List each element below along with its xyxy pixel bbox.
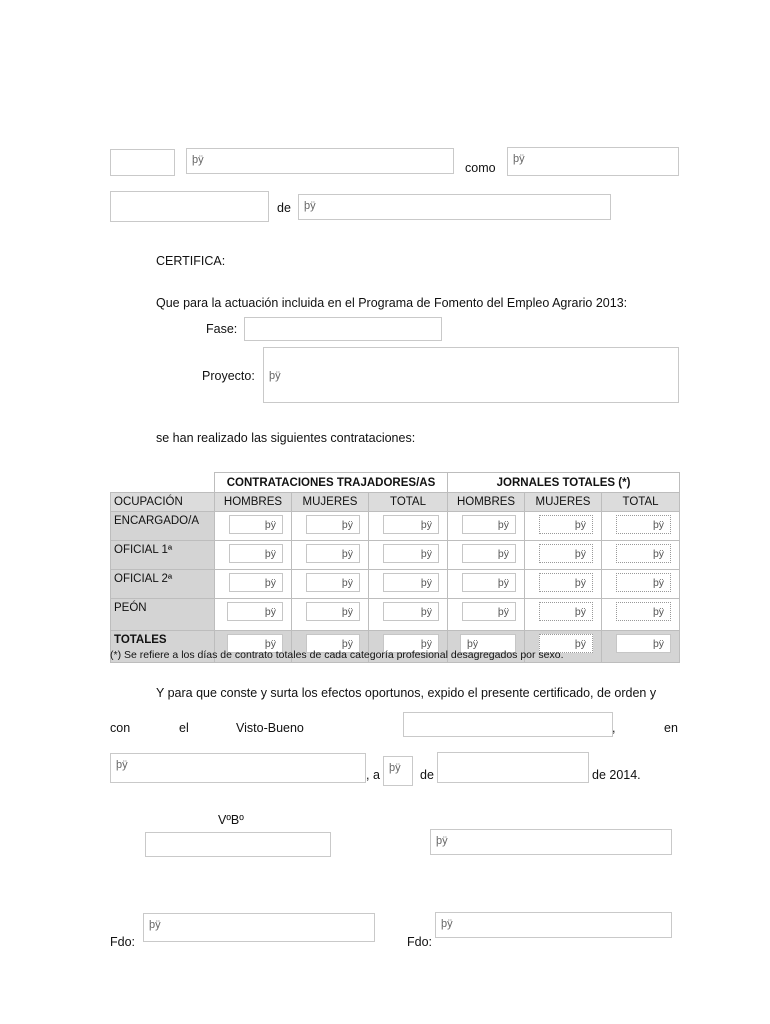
table-cell-input[interactable]: þÿ [616,544,671,563]
en-word: en [664,721,678,735]
visto-bueno-word: Visto-Bueno [236,721,304,735]
como-label: como [465,161,496,175]
table-cell-input[interactable]: þÿ [383,602,439,621]
fdo-right-field[interactable]: þÿ [435,912,672,938]
totals-label: TOTALES [111,631,215,663]
comma-text: , [612,721,616,735]
occupation-header: OCUPACIÓN [111,493,215,512]
group-header-contrataciones: CONTRATACIONES TRAJADORES/AS [215,473,448,493]
entity-field[interactable] [110,191,269,222]
el-word: el [179,721,189,735]
table-cell-input[interactable]: þÿ [616,634,671,653]
a-word: , a [366,768,380,782]
table-cell-input[interactable]: þÿ [460,634,516,653]
table-cell-input[interactable]: þÿ [227,634,283,653]
table-cell-input[interactable]: þÿ [306,515,360,534]
de-word: de [420,768,434,782]
column-header: HOMBRES [215,493,292,512]
closing-line: Y para que conste y surta los efectos oportunos, expido el presente certificado, de orden y [156,686,657,700]
table-cell-input[interactable]: þÿ [462,515,516,534]
vobo-name-field[interactable] [145,832,331,857]
fdo-label-left: Fdo: [110,935,136,949]
day-field[interactable]: þÿ [383,756,413,786]
table-cell-input[interactable]: þÿ [616,515,671,534]
de-label: de [277,201,291,215]
table-row [111,570,680,599]
table-cell-input[interactable]: þÿ [229,573,283,592]
table-cell-input[interactable]: þÿ [306,634,360,653]
table-cell-input[interactable]: þÿ [539,634,593,653]
table-cell-input[interactable]: þÿ [383,544,439,563]
table-cell-input[interactable]: þÿ [616,602,671,621]
vobo-label: VºBº [218,813,244,827]
table-row [111,512,680,541]
table-cell-input[interactable]: þÿ [539,544,593,563]
contrataciones-table [110,472,680,663]
table-cell-input[interactable]: þÿ [539,602,593,621]
table-row [111,541,680,570]
column-header: HOMBRES [448,493,525,512]
table-cell-input[interactable]: þÿ [539,515,593,534]
table-cell-input[interactable]: þÿ [616,573,671,592]
municipality-field[interactable]: þÿ [298,194,611,220]
cargo-field[interactable] [110,149,175,176]
fase-field[interactable] [244,317,442,341]
contrataciones-text: se han realizado las siguientes contrataciones: [156,431,416,445]
row-label: PEÓN [111,599,215,631]
row-label: ENCARGADO/A [111,512,215,541]
table-cell-input[interactable]: þÿ [462,573,516,592]
table-cell-input[interactable]: þÿ [383,515,439,534]
column-header: MUJERES [292,493,369,512]
table-cell-input[interactable]: þÿ [383,634,439,653]
intro-text: Que para la actuación incluida en el Programa de Fomento del Empleo Agrario 2013: [156,296,628,310]
place-field[interactable]: þÿ [110,753,366,783]
fdo-label-right: Fdo: [407,935,433,949]
month-field[interactable] [437,752,589,783]
row-label: OFICIAL 2ª [111,570,215,599]
table-cell-input[interactable]: þÿ [306,602,360,621]
proyecto-label: Proyecto: [202,369,255,383]
column-header: MUJERES [525,493,602,512]
certifica-heading: CERTIFICA: [156,254,226,268]
table-cell-input[interactable]: þÿ [229,544,283,563]
table-cell-input[interactable]: þÿ [462,602,516,621]
table-row [111,599,680,631]
table-cell-input[interactable]: þÿ [306,544,360,563]
fase-label: Fase: [206,322,238,336]
table-footnote: (*) Se refiere a los días de contrato totales de cada categoría profesional desagregados por sexo. [110,649,564,661]
con-word: con [110,721,131,735]
role-field[interactable]: þÿ [507,147,679,176]
column-header: TOTAL [602,493,680,512]
row-label: OFICIAL 1ª [111,541,215,570]
signer-role-field[interactable]: þÿ [430,829,672,855]
table-cell-input[interactable]: þÿ [306,573,360,592]
table-cell-input[interactable]: þÿ [229,515,283,534]
visto-bueno-field[interactable] [403,712,616,737]
column-header: TOTAL [369,493,448,512]
proyecto-field[interactable]: þÿ [263,347,679,403]
group-header-jornales: JORNALES TOTALES (*) [448,473,680,493]
name-field[interactable]: þÿ [186,148,454,174]
fdo-left-field[interactable]: þÿ [143,913,375,942]
table-cell-input[interactable]: þÿ [539,573,593,592]
year-text: de 2014. [592,768,641,782]
table-cell-input[interactable]: þÿ [383,573,439,592]
table-cell-input[interactable]: þÿ [462,544,516,563]
table-cell-input[interactable]: þÿ [227,602,283,621]
